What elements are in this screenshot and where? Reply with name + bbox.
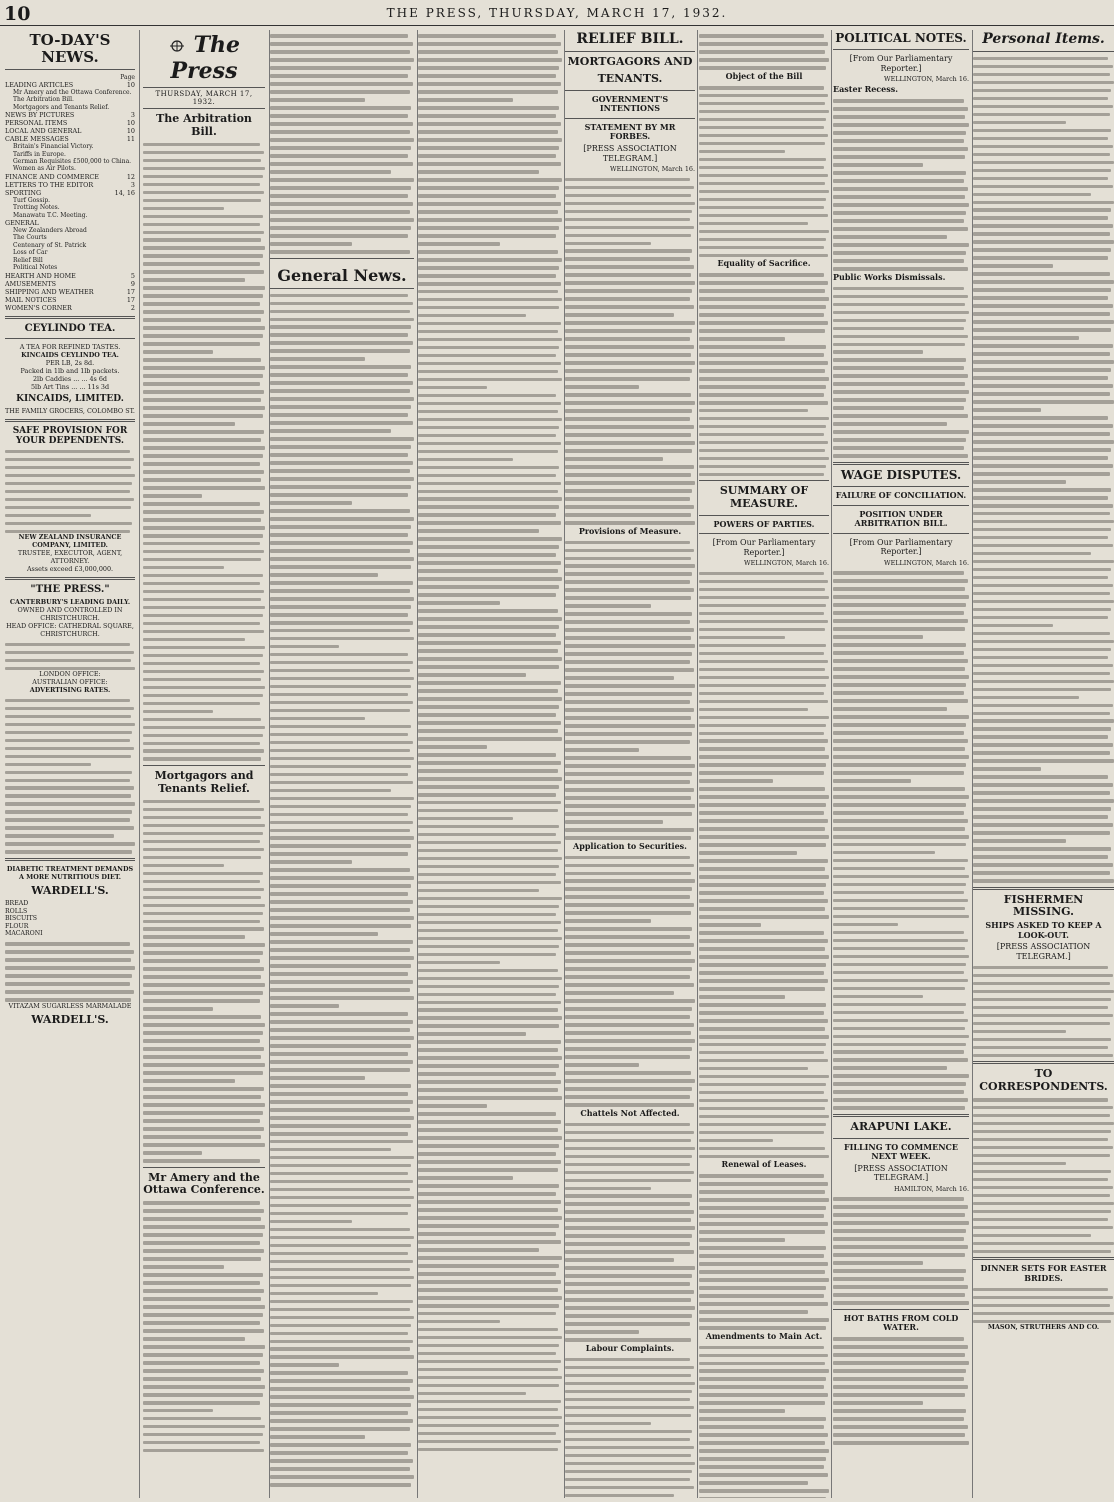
wardells-items: [5, 900, 135, 938]
fishermen-body: [973, 966, 1114, 1057]
index-entry: [5, 173, 135, 181]
relief-bill-sub1: MORTGAGORS AND: [567, 55, 693, 69]
leader-column: [140, 30, 268, 1498]
summary-sub: POWERS OF PARTIES.: [713, 518, 815, 529]
index-sub-entry: Mr Amery and the Ottawa Conference.: [13, 89, 132, 96]
masthead: [143, 30, 265, 88]
press-rates: ADVERTISING RATES.: [29, 686, 111, 695]
dinner-sets-firm: MASON, STRUTHERS AND CO.: [987, 1323, 1100, 1332]
index-sub-entry: New Zealanders Abroad: [13, 227, 87, 235]
running-title: THE PRESS, THURSDAY, MARCH 17, 1932.: [386, 6, 728, 20]
relief-bill-body1: [565, 178, 695, 525]
relief-head-object: Object of the Bill: [725, 70, 803, 81]
index-sub-entry: The Courts: [13, 234, 47, 242]
index-entry-page: 10: [126, 119, 135, 128]
kincaids-firm: KINCAIDS, LIMITED.: [16, 393, 124, 404]
wage-body: [833, 571, 969, 1110]
index-sub-entry: Women as Air Pilots.: [13, 165, 76, 173]
index-entry: [5, 81, 135, 89]
safe-provision-body: [5, 450, 135, 533]
leader-continued: [270, 34, 414, 253]
wage-title: WAGE DISPUTES.: [840, 467, 962, 482]
index-entry: [5, 135, 135, 143]
summary-body1: [699, 572, 829, 1158]
index-entry-label: LETTERS TO THE EDITOR: [5, 180, 94, 189]
summary-credit: [From Our Parliamentary Reporter.]: [712, 538, 816, 557]
index-entry-page: 17: [126, 287, 135, 296]
arapuni-credit: [PRESS ASSOCIATION TELEGRAM.]: [854, 1163, 948, 1183]
ceylindo-line3: PER LB, 2s 8d.: [45, 358, 95, 367]
fishermen-credit: [PRESS ASSOCIATION TELEGRAM.]: [996, 942, 1091, 961]
index-sub-entry: Tariffs in Europe.: [13, 150, 66, 158]
index-entry-page: 17: [126, 295, 135, 304]
index-entry-page: 10: [126, 81, 135, 89]
correspondents-body: [973, 1098, 1114, 1253]
column-rule: [831, 30, 832, 1498]
index-entry-label: LOCAL AND GENERAL: [5, 127, 82, 136]
relief-bill-body5: [565, 1358, 695, 1497]
political-title: POLITICAL NOTES.: [835, 31, 967, 45]
relief-head-labour: Labour Complaints.: [585, 1342, 675, 1353]
index-entry-label: PERSONAL ITEMS: [5, 119, 68, 128]
index-entry: [5, 272, 135, 280]
relief-bill-body7: [699, 86, 829, 257]
relief-bill-column: [565, 30, 829, 1498]
political-column: [833, 30, 1114, 1498]
political-credit: [From Our Parliamentary Reporter.]: [849, 54, 953, 73]
mortgagors-body: [143, 800, 265, 1163]
index-entry-label: NEWS BY PICTURES: [5, 111, 75, 120]
relief-bill-body4: [565, 1123, 695, 1342]
political-body2: [833, 287, 969, 458]
relief-head-leases: Renewal of Leases.: [721, 1159, 807, 1170]
index-sub-entry: Manawatu T.C. Meeting.: [13, 211, 88, 219]
relief-bill-sub3: GOVERNMENT'S INTENTIONS: [591, 93, 669, 114]
wage-sub2: POSITION UNDER ARBITRATION BILL.: [854, 508, 948, 529]
index-entry: [5, 189, 135, 197]
index-entry-page: 14, 16: [114, 188, 135, 197]
relief-head-equality: Equality of Sacrifice.: [717, 258, 811, 269]
relief-head-chattels: Chattels Not Affected.: [580, 1107, 680, 1118]
index-entry-label: SHIPPING AND WEATHER: [5, 287, 94, 296]
index-entry: [5, 127, 135, 135]
relief-bill-body6: [699, 34, 829, 70]
wage-sub1: FAILURE OF CONCILIATION.: [835, 490, 967, 501]
ceylindo-line2: KINCAIDS CEYLINDO TEA.: [21, 350, 119, 359]
rates-body: [5, 699, 135, 854]
fishermen-sub: SHIPS ASKED TO KEEP A LOOK-OUT.: [985, 920, 1102, 940]
index-sub-entry: Trotting Notes.: [13, 204, 60, 212]
arapuni-dateline: HAMILTON, March 16.: [893, 1184, 969, 1193]
index-entry-label: AMUSEMENTS: [5, 279, 57, 288]
political-body1: [833, 99, 969, 270]
index-entry: [5, 119, 135, 127]
index-entry-label: FINANCE AND COMMERCE: [5, 172, 99, 181]
press-ad-body: [5, 643, 135, 671]
summary-title: SUMMARY OF MEASURE.: [719, 484, 809, 510]
index-entry-label: LEADING ARTICLES: [5, 81, 74, 89]
relief-bill-dateline: WELLINGTON, March 16.: [610, 165, 695, 174]
press-owned: OWNED AND CONTROLLED IN CHRISTCHURCH.: [17, 606, 123, 623]
amery-body: [143, 1201, 265, 1452]
wardells-title: WARDELL'S.: [31, 883, 109, 897]
index-entry-page: 9: [130, 279, 135, 288]
press-london: LONDON OFFICE:: [39, 670, 101, 679]
index-page-label: Page: [120, 74, 135, 81]
index-entry-label: CABLE MESSAGES: [5, 135, 69, 144]
index-list: [5, 81, 135, 312]
relief-bill-body2: [565, 541, 695, 840]
wage-credit: [From Our Parliamentary Reporter.]: [849, 537, 953, 557]
general-news-title: General News.: [277, 265, 407, 285]
press-head-office: HEAD OFFICE: CATHEDRAL SQUARE, CHRISTCHURCH.: [6, 622, 134, 639]
wardells-item: MACARONI: [5, 930, 43, 938]
arapuni-body: [833, 1197, 969, 1304]
wardells-title-bottom: WARDELL'S.: [31, 1012, 109, 1026]
press-australian: AUSTRALIAN OFFICE:: [32, 678, 108, 687]
index-entry-label: GENERAL: [5, 219, 39, 228]
index-sub-entry: Turf Gossip.: [13, 196, 51, 204]
index-entry-page: 10: [126, 127, 135, 136]
index-entry-label: HEARTH AND HOME: [5, 271, 76, 280]
index-entry: [5, 296, 135, 304]
leader-arbitration: The Arbitration Bill.: [156, 112, 252, 138]
ceylindo-line4: Packed in 1lb and 1lb packets.: [20, 366, 120, 375]
wage-dateline: WELLINGTON, March 16.: [884, 559, 969, 568]
relief-bill-body8: [699, 273, 829, 476]
index-entry-label: MAIL NOTICES: [5, 295, 57, 304]
masthead-title: The Press: [170, 32, 241, 84]
masthead-date: THURSDAY, MARCH 17, 1932.: [143, 88, 265, 109]
index-entry-label: SPORTING: [5, 188, 42, 197]
nz-insurance: NEW ZEALAND INSURANCE COMPANY, LIMITED.: [18, 533, 122, 550]
relief-head-securities: Application to Securities.: [573, 840, 687, 851]
index-entry-page: 2: [130, 303, 135, 312]
index-entry: [5, 288, 135, 296]
assets-line: Assets exceed £3,000,000.: [26, 565, 114, 574]
index-entry-page: 12: [126, 172, 135, 181]
relief-head-provisions: Provisions of Measure.: [578, 525, 682, 536]
index-entry-label: WOMEN'S CORNER: [5, 303, 72, 312]
ceylindo-title: CEYLINDO TEA.: [24, 322, 116, 334]
wardells-item: BISCUITS: [5, 915, 37, 923]
press-ad-title: "THE PRESS.": [30, 584, 110, 596]
index-entry: [5, 111, 135, 119]
index-entry-page: 3: [130, 180, 135, 189]
relief-bill-sub2: TENANTS.: [597, 72, 663, 86]
index-sub-entry: German Requisites £500,000 to China.: [13, 158, 132, 166]
hot-baths-body: [833, 1337, 969, 1444]
index-entry: [5, 219, 135, 227]
index-sub-entry: Relief Bill: [13, 256, 43, 264]
ceylindo-price2: 5lb Art Tins ... ... 11s 3d: [30, 382, 110, 391]
arapuni-title: ARAPUNI LAKE.: [850, 1119, 952, 1133]
wardells-item: ROLLS: [5, 907, 28, 915]
crest-icon: [168, 39, 186, 53]
index-entry: [5, 304, 135, 312]
general-news-body: [270, 294, 414, 1487]
relief-bill-credit: [PRESS ASSOCIATION TELEGRAM.]: [583, 144, 677, 163]
index-sub-entry: Loss of Car: [13, 249, 48, 257]
index-column: [2, 30, 138, 1498]
summary-body2: [699, 1174, 829, 1329]
wardells-item: BREAD: [5, 899, 29, 907]
summary-body3: [699, 1346, 829, 1498]
dinner-sets-body: [973, 1288, 1114, 1324]
index-sub-entry: Centenary of St. Patrick: [13, 241, 87, 249]
relief-bill-body3: [565, 856, 695, 1107]
leader-mortgagors: Mortgagors and Tenants Relief.: [154, 769, 254, 795]
press-ad-subtitle: CANTERBURY'S LEADING DAILY.: [9, 598, 131, 607]
relief-head-amendments: Amendments to Main Act.: [705, 1330, 823, 1341]
trustee-line: TRUSTEE, EXECUTOR, AGENT, ATTORNEY.: [17, 549, 123, 566]
personal-title: Personal Items.: [982, 31, 1105, 47]
page-number: 10: [4, 3, 31, 25]
safe-provision-title: SAFE PROVISION FOR YOUR DEPENDENTS.: [12, 425, 128, 446]
index-entry: [5, 280, 135, 288]
relief-bill-title: RELIEF BILL.: [576, 31, 684, 47]
political-head-easter: Easter Recess.: [833, 84, 899, 95]
general-news-column: [270, 30, 562, 1498]
diabetic-line: DIABETIC TREATMENT DEMANDS A MORE NUTRITIOUS DIET.: [6, 864, 134, 881]
index-entry-page: 5: [130, 271, 135, 280]
index-entry-page: 11: [126, 135, 135, 144]
vitazam-line: VITAZAM SUGARLESS MARMALADE: [8, 1001, 132, 1010]
ceylindo-price1: 2lb Caddies ... ... 4s 6d: [32, 374, 108, 383]
correspondents-title: TO CORRESPONDENTS.: [979, 1067, 1108, 1093]
index-entry: [5, 181, 135, 189]
wardells-item: FLOUR: [5, 922, 29, 930]
political-dateline: WELLINGTON, March 16.: [884, 75, 969, 84]
index-sub-entry: Political Notes: [13, 264, 58, 272]
ceylindo-line1: A TEA FOR REFINED TASTES.: [19, 342, 121, 351]
wardells-body: [5, 942, 135, 1001]
personal-body: [973, 57, 1114, 883]
index-entry-page: 3: [130, 111, 135, 120]
arapuni-sub: FILLING TO COMMENCE NEXT WEEK.: [844, 1141, 958, 1162]
relief-bill-sub4: STATEMENT BY MR FORBES.: [584, 121, 676, 142]
running-head: [0, 0, 1114, 26]
summary-dateline: WELLINGTON, March 16.: [744, 559, 829, 568]
kincaids-sub: THE FAMILY GROCERS, COLOMBO ST.: [5, 406, 135, 415]
fishermen-title: FISHERMEN MISSING.: [1003, 892, 1084, 919]
hot-baths-title: HOT BATHS FROM COLD WATER.: [843, 1312, 959, 1333]
index-title: TO-DAY'S NEWS.: [29, 31, 111, 66]
dinner-sets-title: DINNER SETS FOR EASTER BRIDES.: [980, 1263, 1107, 1283]
index-sub-entry: The Arbitration Bill.: [13, 96, 74, 104]
index-sub-entry: Mortgagors and Tenants Relief.: [13, 103, 110, 111]
index-sub-entry: Britain's Financial Victory.: [13, 143, 94, 151]
leader-amery: Mr Amery and the Ottawa Conference.: [143, 1170, 265, 1197]
arbitration-body: [143, 143, 265, 761]
political-head-dismissals: Public Works Dismissals.: [833, 271, 946, 282]
general-news-continued: [418, 34, 562, 1451]
